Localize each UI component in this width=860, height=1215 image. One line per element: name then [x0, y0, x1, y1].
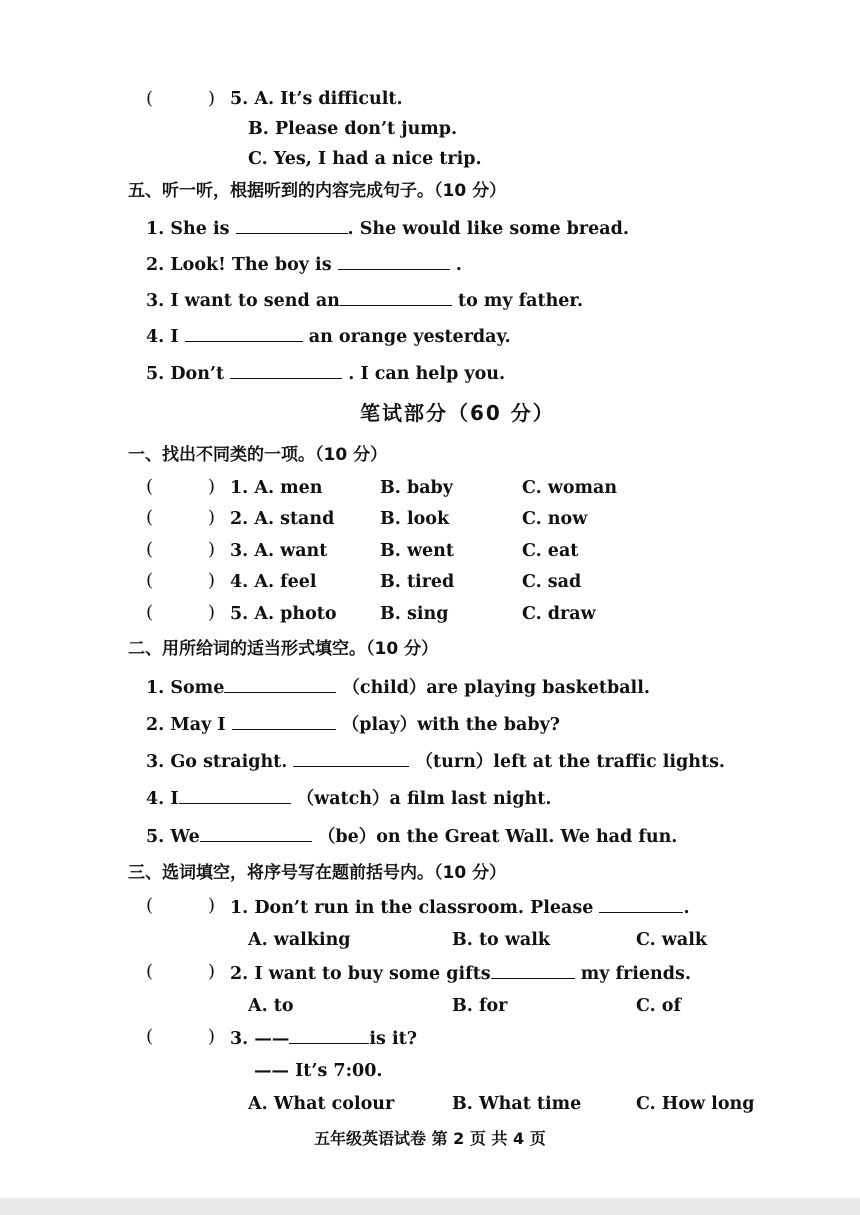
answer-paren-close: ) [208, 602, 216, 623]
answer-paren-open: ( [146, 476, 154, 497]
option-b: B. baby [380, 478, 453, 498]
answer-blank[interactable] [230, 362, 342, 379]
answer-blank[interactable] [185, 325, 303, 342]
option-a: A. walking [248, 930, 351, 950]
answer-paren-open: ( [146, 1026, 154, 1047]
answer-blank[interactable] [491, 962, 575, 979]
answer-blank[interactable] [224, 676, 336, 693]
option-c: C. walk [636, 930, 707, 950]
answer-paren-close: ) [208, 1026, 216, 1047]
fill-sentence: 1. She is . She would like some bread. [146, 219, 629, 239]
answer-paren-close: ) [208, 476, 216, 497]
choice-question: 2. I want to buy some gifts my friends. [230, 964, 691, 984]
choice-question: 1. Don’t run in the classroom. Please . [230, 898, 690, 918]
option-a: A. to [248, 996, 294, 1016]
dialogue-answer: —— It’s 7:00. [254, 1061, 383, 1081]
answer-paren-close: ) [208, 507, 216, 528]
fill-sentence: 5. We （be）on the Great Wall. We had fun. [146, 827, 678, 847]
answer-paren-close: ) [208, 539, 216, 560]
option-c: C. eat [522, 541, 579, 561]
answer-paren-open: ( [146, 961, 154, 982]
page-footer: 五年级英语试卷 第 2 页 共 4 页 [314, 1129, 546, 1148]
option-b: B. tired [380, 572, 455, 592]
fill-sentence: 2. Look! The boy is . [146, 255, 462, 275]
option-b: B. look [380, 509, 450, 529]
answer-paren-close: ) [208, 570, 216, 591]
fill-sentence: 3. I want to send an to my father. [146, 291, 584, 311]
option-b: B. to walk [452, 930, 551, 950]
option-b: B. sing [380, 604, 449, 624]
scan-bottom-edge [0, 1198, 860, 1215]
answer-paren-close: ) [208, 88, 216, 109]
option-c: C. How long [636, 1094, 755, 1114]
fill-sentence: 2. May I （play）with the baby? [146, 715, 560, 735]
option-a: 1. A. men [230, 478, 323, 498]
option-b: B. went [380, 541, 454, 561]
option-c: C. woman [522, 478, 618, 498]
fill-sentence: 4. I an orange yesterday. [146, 327, 511, 347]
listening-item5-a: 5. A. It’s difficult. [230, 89, 403, 109]
option-c: C. draw [522, 604, 596, 624]
answer-paren-open: ( [146, 895, 154, 916]
option-c: C. sad [522, 572, 582, 592]
fill-sentence: 4. I （watch）a film last night. [146, 789, 552, 809]
option-a: 5. A. photo [230, 604, 337, 624]
section-heading: 三、选词填空，将序号写在题前括号内。（10 分） [128, 863, 507, 883]
answer-blank[interactable] [340, 289, 452, 306]
answer-paren-open: ( [146, 88, 154, 109]
option-a: 4. A. feel [230, 572, 317, 592]
option-c: C. of [636, 996, 682, 1016]
answer-blank[interactable] [179, 787, 291, 804]
answer-blank[interactable] [236, 217, 348, 234]
answer-paren-open: ( [146, 507, 154, 528]
answer-blank[interactable] [599, 896, 683, 913]
answer-paren-close: ) [208, 895, 216, 916]
fill-sentence: 3. Go straight. （turn）left at the traffic lights. [146, 752, 726, 772]
answer-blank[interactable] [232, 713, 336, 730]
section-heading: 二、用所给词的适当形式填空。（10 分） [128, 639, 439, 659]
answer-blank[interactable] [293, 750, 409, 767]
answer-paren-open: ( [146, 602, 154, 623]
written-part-title: 笔试部分（60 分） [360, 401, 555, 425]
section-heading: 五、听一听，根据听到的内容完成句子。（10 分） [128, 181, 507, 201]
section-heading: 一、找出不同类的一项。（10 分） [128, 445, 388, 465]
listening-item5-c: C. Yes, I had a nice trip. [248, 149, 482, 169]
listening-item5-b: B. Please don’t jump. [248, 119, 458, 139]
answer-blank[interactable] [289, 1027, 369, 1044]
fill-sentence: 5. Don’t . I can help you. [146, 364, 506, 384]
choice-question: 3. —— is it? [230, 1029, 417, 1049]
answer-paren-close: ) [208, 961, 216, 982]
option-b: B. for [452, 996, 508, 1016]
option-b: B. What time [452, 1094, 582, 1114]
option-a: A. What colour [248, 1094, 395, 1114]
answer-paren-open: ( [146, 570, 154, 591]
option-c: C. now [522, 509, 588, 529]
answer-blank[interactable] [338, 253, 450, 270]
fill-sentence: 1. Some （child）are playing basketball. [146, 678, 650, 698]
answer-blank[interactable] [200, 825, 312, 842]
option-a: 2. A. stand [230, 509, 335, 529]
answer-paren-open: ( [146, 539, 154, 560]
option-a: 3. A. want [230, 541, 328, 561]
